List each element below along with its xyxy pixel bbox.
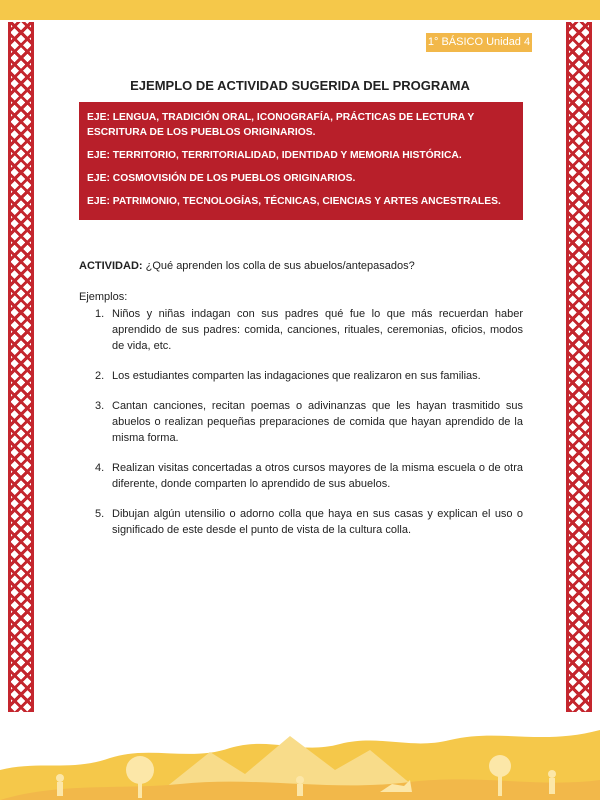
list-number: 5. <box>95 508 105 520</box>
right-decorative-border <box>566 22 592 712</box>
eje-item: EJE: LENGUA, TRADICIÓN ORAL, ICONOGRAFÍA, PRÁCTICAS DE LECTURA Y ESCRITURA DE LOS PUEBLOS ORIGINARIOS. <box>87 112 475 138</box>
person-icon <box>296 776 304 784</box>
ejes-banner <box>79 102 523 220</box>
list-text: Niños y niñas indagan con sus padres qué fue lo que más recuerdan haber aprendido de sus padres: comida, canciones, rituales, ceremonias, oficios, modos de vida, etc. <box>112 308 523 352</box>
list-number: 1. <box>95 308 105 320</box>
list-text: Dibujan algún utensilio o adorno colla que haya en sus casas y explican el uso o significado de este desde el punto de vista de la cultura colla. <box>112 508 523 536</box>
unit-tag: 1° BÁSICO Unidad 4 <box>426 33 532 52</box>
person-body <box>57 782 63 796</box>
list-item <box>79 368 523 384</box>
eje-item: EJE: TERRITORIO, TERRITORIALIDAD, IDENTIDAD Y MEMORIA HISTÓRICA. <box>87 150 462 161</box>
top-yellow-bar <box>0 0 600 20</box>
person-body <box>549 778 555 794</box>
list-text: Los estudiantes comparten las indagaciones que realizaron en sus familias. <box>112 370 481 382</box>
list-item <box>79 506 523 538</box>
list-text: Realizan visitas concertadas a otros cursos mayores de la misma escuela o de otra diferente, donde comparten lo aprendido de sus abuelos. <box>112 462 523 490</box>
examples-label: Ejemplos: <box>79 291 128 303</box>
list-item <box>79 306 523 354</box>
list-number: 4. <box>95 462 105 474</box>
person-icon <box>56 774 64 782</box>
activity-question: ¿Qué aprenden los colla de sus abuelos/antepasados? <box>145 260 415 272</box>
list-item <box>79 398 523 446</box>
eje-item: EJE: COSMOVISIÓN DE LOS PUEBLOS ORIGINARIOS. <box>87 173 356 184</box>
list-number: 3. <box>95 400 105 412</box>
tree-trunk <box>138 778 142 798</box>
activity-label: ACTIVIDAD: <box>79 260 143 272</box>
list-item <box>79 460 523 492</box>
page-title: EJEMPLO DE ACTIVIDAD SUGERIDA DEL PROGRAMA <box>130 78 470 93</box>
list-text: Cantan canciones, recitan poemas o adivinanzas que les hayan trasmitido sus abuelos o realizan pequeñas preparaciones de comida que hayan aprendido de la misma forma. <box>112 400 523 444</box>
list-number: 2. <box>95 370 105 382</box>
tree-trunk <box>498 772 502 796</box>
eje-item: EJE: PATRIMONIO, TECNOLOGÍAS, TÉCNICAS, CIENCIAS Y ARTES ANCESTRALES. <box>87 196 501 207</box>
activity-line <box>79 259 523 273</box>
person-icon <box>548 770 556 778</box>
examples-list <box>79 306 523 552</box>
left-decorative-border <box>8 22 34 712</box>
footer-landscape-illustration <box>0 700 600 800</box>
person-body <box>297 784 303 796</box>
